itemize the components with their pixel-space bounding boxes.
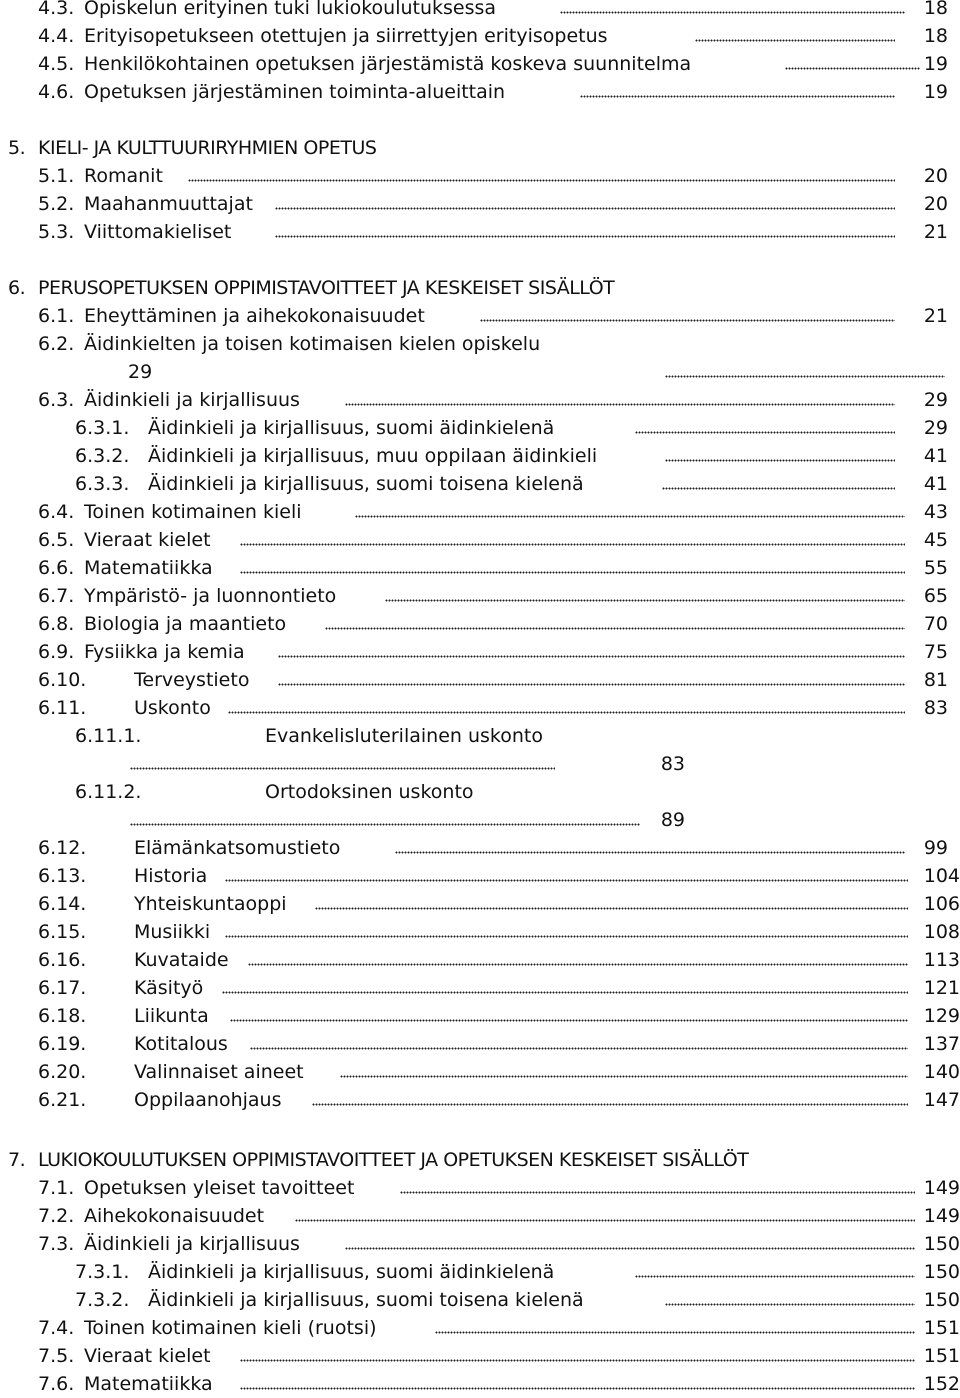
toc-page-number: 75: [923, 641, 948, 663]
toc-page-number: 108: [923, 921, 960, 943]
toc-entry: [0, 946, 960, 974]
toc-page-number: 152: [923, 1373, 960, 1395]
toc-entry: [0, 1314, 960, 1342]
toc-page-number: 129: [923, 1005, 960, 1027]
toc-dot-leader: [635, 431, 895, 434]
toc-page-number: 29: [923, 417, 948, 439]
toc-dot-leader: [278, 683, 905, 686]
toc-entry-number: 5.3.: [38, 221, 75, 243]
toc-dot-leader: [580, 95, 895, 98]
toc-entry-number: 6.18.: [38, 1005, 87, 1027]
toc-entry-title: Äidinkieli ja kirjallisuus, suomi äidinkielenä: [148, 417, 555, 439]
toc-entry: [0, 890, 960, 918]
toc-entry-number: 6.11.1.: [75, 725, 142, 747]
toc-dot-leader: [240, 1387, 915, 1390]
toc-entry-number: 4.3.: [38, 0, 75, 19]
toc-entry-title: Toinen kotimainen kieli: [84, 501, 302, 523]
toc-dot-leader: [400, 1191, 915, 1194]
toc-entry: [0, 414, 960, 442]
toc-dot-leader: [315, 907, 908, 910]
toc-entry: [0, 554, 960, 582]
toc-page-number: 55: [923, 557, 948, 579]
toc-entry-number: 6.2.: [38, 333, 75, 355]
toc-dot-leader: [225, 935, 908, 938]
toc-page-number: 19: [923, 81, 948, 103]
toc-entry-number: 6.14.: [38, 893, 87, 915]
toc-entry-number: 7.2.: [38, 1205, 75, 1227]
toc-entry-title: Opetuksen yleiset tavoitteet: [84, 1177, 355, 1199]
toc-entry-number: 6.9.: [38, 641, 75, 663]
toc-entry-title: Evankelisluterilainen uskonto: [265, 725, 543, 747]
toc-entry-title: Vieraat kielet: [84, 1345, 211, 1367]
toc-entry-number: 6.13.: [38, 865, 87, 887]
toc-entry-title: Äidinkieli ja kirjallisuus, suomi äidinkielenä: [148, 1261, 555, 1283]
toc-dot-leader: [695, 39, 895, 42]
toc-dot-leader: [665, 1303, 915, 1306]
toc-entry-number: 7.6.: [38, 1373, 75, 1395]
toc-dot-leader: [345, 1247, 915, 1250]
toc-entry: [0, 498, 960, 526]
toc-page-number: 43: [923, 501, 948, 523]
toc-entry: [0, 1202, 960, 1230]
toc-entry-number: 5.2.: [38, 193, 75, 215]
toc-entry-title: Erityisopetukseen otettujen ja siirrettyjen erityisopetus: [84, 25, 608, 47]
toc-entry-title: Viittomakieliset: [84, 221, 232, 243]
toc-entry-number: 4.4.: [38, 25, 75, 47]
toc-entry-title: Käsityö: [134, 977, 204, 999]
toc-entry-title: Elämänkatsomustieto: [134, 837, 341, 859]
toc-entry-title: Äidinkieli ja kirjallisuus, muu oppilaan äidinkieli: [148, 445, 598, 467]
toc-dot-leader: [355, 515, 905, 518]
toc-entry: [0, 1086, 960, 1114]
toc-dot-leader: [395, 851, 905, 854]
toc-entry: [0, 610, 960, 638]
toc-entry-number: 6.16.: [38, 949, 87, 971]
toc-entry-number: 5.1.: [38, 165, 75, 187]
toc-entry: [0, 0, 960, 22]
toc-page-number: 45: [923, 529, 948, 551]
toc-entry-number: 6.3.: [38, 389, 75, 411]
toc-entry-number: 4.6.: [38, 81, 75, 103]
toc-dot-leader: [250, 1047, 908, 1050]
toc-page-number: 21: [923, 221, 948, 243]
toc-entry-title: Matematiikka: [84, 557, 213, 579]
toc-entry-number: 6.11.2.: [75, 781, 142, 803]
toc-dot-leader: [785, 67, 920, 70]
toc-entry: [0, 834, 960, 862]
toc-page-number: 20: [923, 193, 948, 215]
toc-entry-title: Henkilökohtainen opetuksen järjestämistä koskeva suunnitelma: [84, 53, 692, 75]
toc-page-number: 121: [923, 977, 960, 999]
toc-entry: [0, 22, 960, 50]
toc-entry-title: KIELI- JA KULTTUURIRYHMIEN OPETUS: [38, 137, 377, 159]
toc-entry-title: Matematiikka: [84, 1373, 213, 1395]
toc-dot-leader: [295, 1219, 915, 1222]
toc-entry-number: 6.20.: [38, 1061, 87, 1083]
toc-page-number: 83: [923, 697, 948, 719]
toc-page-number: 41: [923, 473, 948, 495]
toc-entry-title: Oppilaanohjaus: [134, 1089, 282, 1111]
toc-page-number: 83: [660, 753, 685, 775]
toc-page-number: 41: [923, 445, 948, 467]
toc-page-number: 151: [923, 1317, 960, 1339]
toc-page-number: 137: [923, 1033, 960, 1055]
toc-entry-title: Äidinkieli ja kirjallisuus: [84, 1233, 300, 1255]
toc-entry-number: 7.3.: [38, 1233, 75, 1255]
toc-entry-number: 6.12.: [38, 837, 87, 859]
toc-dot-leader: [345, 403, 895, 406]
toc-page-number: 19: [923, 53, 948, 75]
toc-page-number: 150: [923, 1289, 960, 1311]
toc-dot-leader: [188, 179, 895, 182]
toc-page-number: 29: [923, 389, 948, 411]
toc-entry: [0, 190, 960, 218]
toc-entry: [0, 722, 960, 775]
toc-entry-title: Äidinkieli ja kirjallisuus, suomi toisena kielenä: [148, 473, 584, 495]
toc-entry: [0, 302, 960, 330]
toc-entry: [0, 666, 960, 694]
toc-section-heading: [0, 1146, 960, 1174]
toc-entry-number: 7.: [8, 1149, 26, 1171]
toc-entry-title: Liikunta: [134, 1005, 209, 1027]
toc-entry-title: Opetuksen järjestäminen toiminta-alueittain: [84, 81, 506, 103]
toc-entry-title: Uskonto: [134, 697, 211, 719]
toc-page-number: 21: [923, 305, 948, 327]
toc-entry: [0, 386, 960, 414]
toc-entry: [0, 582, 960, 610]
toc-dot-leader: [340, 1075, 908, 1078]
toc-dot-leader: [225, 879, 908, 882]
toc-entry-title: Kotitalous: [134, 1033, 228, 1055]
toc-dot-leader: [665, 375, 945, 378]
toc-entry-number: 7.4.: [38, 1317, 75, 1339]
toc-dot-leader: [480, 319, 895, 322]
toc-page-number: 140: [923, 1061, 960, 1083]
toc-entry-title: Romanit: [84, 165, 163, 187]
toc-entry-number: 6.1.: [38, 305, 75, 327]
toc-entry: [0, 1058, 960, 1086]
toc-page-number: 81: [923, 669, 948, 691]
toc-page-number: 18: [923, 0, 948, 19]
toc-entry-number: 6.: [8, 277, 26, 299]
toc-dot-leader: [222, 991, 908, 994]
toc-entry-title: Valinnaiset aineet: [134, 1061, 304, 1083]
toc-dot-leader: [240, 571, 905, 574]
toc-entry-title: Äidinkieli ja kirjallisuus, suomi toisena kielenä: [148, 1289, 584, 1311]
toc-entry-number: 6.15.: [38, 921, 87, 943]
toc-entry: [0, 442, 960, 470]
toc-entry: [0, 1230, 960, 1258]
toc-dot-leader: [248, 963, 908, 966]
toc-page-number: 70: [923, 613, 948, 635]
toc-entry: [0, 1370, 960, 1398]
toc-entry-title: Historia: [134, 865, 208, 887]
toc-page-number: 104: [923, 865, 960, 887]
toc-dot-leader: [240, 1359, 915, 1362]
toc-entry: [0, 470, 960, 498]
toc-entry-number: 4.5.: [38, 53, 75, 75]
toc-entry-title: Maahanmuuttajat: [84, 193, 253, 215]
toc-entry: [0, 974, 960, 1002]
toc-entry-title: PERUSOPETUKSEN OPPIMISTAVOITTEET JA KESKEISET SISÄLLÖT: [38, 277, 615, 299]
toc-entry-number: 6.3.3.: [75, 473, 130, 495]
toc-dot-leader: [240, 543, 905, 546]
toc-entry-title: Biologia ja maantieto: [84, 613, 287, 635]
toc-section-heading: [0, 134, 960, 162]
toc-dot-leader: [635, 1275, 915, 1278]
toc-entry-number: 6.4.: [38, 501, 75, 523]
toc-entry: [0, 50, 960, 78]
toc-entry: [0, 778, 960, 831]
toc-dot-leader: [312, 1103, 908, 1106]
toc-dot-leader: [278, 655, 905, 658]
toc-entry-number: 6.5.: [38, 529, 75, 551]
toc-entry: [0, 694, 960, 722]
toc-page-number: 151: [923, 1345, 960, 1367]
toc-page-number: 89: [660, 809, 685, 831]
toc-entry-number: 7.1.: [38, 1177, 75, 1199]
toc-entry-title: Ympäristö- ja luonnontieto: [84, 585, 337, 607]
toc-entry-number: 6.3.1.: [75, 417, 130, 439]
toc-page-number: 65: [923, 585, 948, 607]
toc-entry: [0, 330, 960, 383]
toc-entry-number: 5.: [8, 137, 26, 159]
toc-entry: [0, 78, 960, 106]
toc-entry: [0, 1286, 960, 1314]
toc-entry: [0, 1030, 960, 1058]
toc-entry-title: Äidinkieli ja kirjallisuus: [84, 389, 300, 411]
toc-entry-number: 7.3.2.: [75, 1289, 130, 1311]
toc-entry-title: Opiskelun erityinen tuki lukiokoulutuksessa: [84, 0, 497, 19]
toc-page-number: 149: [923, 1205, 960, 1227]
toc-entry-number: 6.8.: [38, 613, 75, 635]
toc-dot-leader: [435, 1331, 915, 1334]
toc-entry-number: 7.5.: [38, 1345, 75, 1367]
toc-entry-number: 6.19.: [38, 1033, 87, 1055]
toc-page-number: 147: [923, 1089, 960, 1111]
toc-entry: [0, 1258, 960, 1286]
toc-entry: [0, 638, 960, 666]
toc-entry-title: Toinen kotimainen kieli (ruotsi): [84, 1317, 377, 1339]
toc-dot-leader: [230, 1019, 908, 1022]
toc-dot-leader: [130, 767, 555, 770]
toc-entry: [0, 1174, 960, 1202]
toc-entry-number: 6.3.2.: [75, 445, 130, 467]
toc-entry-title: Yhteiskuntaoppi: [134, 893, 287, 915]
toc-page-number: 18: [923, 25, 948, 47]
toc-page-number: 99: [923, 837, 948, 859]
toc-entry: [0, 1342, 960, 1370]
toc-dot-leader: [275, 207, 895, 210]
toc-entry-number: 6.7.: [38, 585, 75, 607]
toc-page-number: 113: [923, 949, 960, 971]
toc-entry-title: Ortodoksinen uskonto: [265, 781, 474, 803]
toc-page-number: 20: [923, 165, 948, 187]
toc-dot-leader: [385, 599, 905, 602]
toc-dot-leader: [130, 823, 640, 826]
toc-entry-number: 6.17.: [38, 977, 87, 999]
toc-entry-number: 6.10.: [38, 669, 87, 691]
toc-entry: [0, 1002, 960, 1030]
toc-dot-leader: [325, 627, 905, 630]
toc-entry-number: 6.21.: [38, 1089, 87, 1111]
toc-entry-number: 7.3.1.: [75, 1261, 130, 1283]
toc-entry-title: Fysiikka ja kemia: [84, 641, 245, 663]
toc-entry-title: LUKIOKOULUTUKSEN OPPIMISTAVOITTEET JA OPETUKSEN KESKEISET SISÄLLÖT: [38, 1149, 749, 1171]
toc-entry-title: Äidinkielten ja toisen kotimaisen kielen opiskelu: [84, 333, 541, 355]
toc-dot-leader: [275, 235, 895, 238]
toc-dot-leader: [665, 459, 895, 462]
toc-page-number: 149: [923, 1177, 960, 1199]
toc-entry: [0, 162, 960, 190]
toc-page-number: 29: [128, 361, 153, 383]
toc-entry-title: Kuvataide: [134, 949, 229, 971]
toc-page-number: 150: [923, 1261, 960, 1283]
toc-entry-title: Eheyttäminen ja aihekokonaisuudet: [84, 305, 425, 327]
toc-entry-title: Aihekokonaisuudet: [84, 1205, 265, 1227]
toc-entry-number: 6.6.: [38, 557, 75, 579]
toc-page-number: 150: [923, 1233, 960, 1255]
toc-entry-title: Vieraat kielet: [84, 529, 211, 551]
toc-dot-leader: [228, 711, 905, 714]
toc-section-heading: [0, 274, 960, 302]
toc-entry: [0, 218, 960, 246]
toc-entry: [0, 526, 960, 554]
toc-dot-leader: [560, 11, 905, 14]
toc-entry-number: 6.11.: [38, 697, 87, 719]
toc-entry: [0, 918, 960, 946]
toc-entry-title: Musiikki: [134, 921, 211, 943]
toc-dot-leader: [662, 487, 895, 490]
toc-page-number: 106: [923, 893, 960, 915]
toc-entry: [0, 862, 960, 890]
toc-entry-title: Terveystieto: [134, 669, 250, 691]
